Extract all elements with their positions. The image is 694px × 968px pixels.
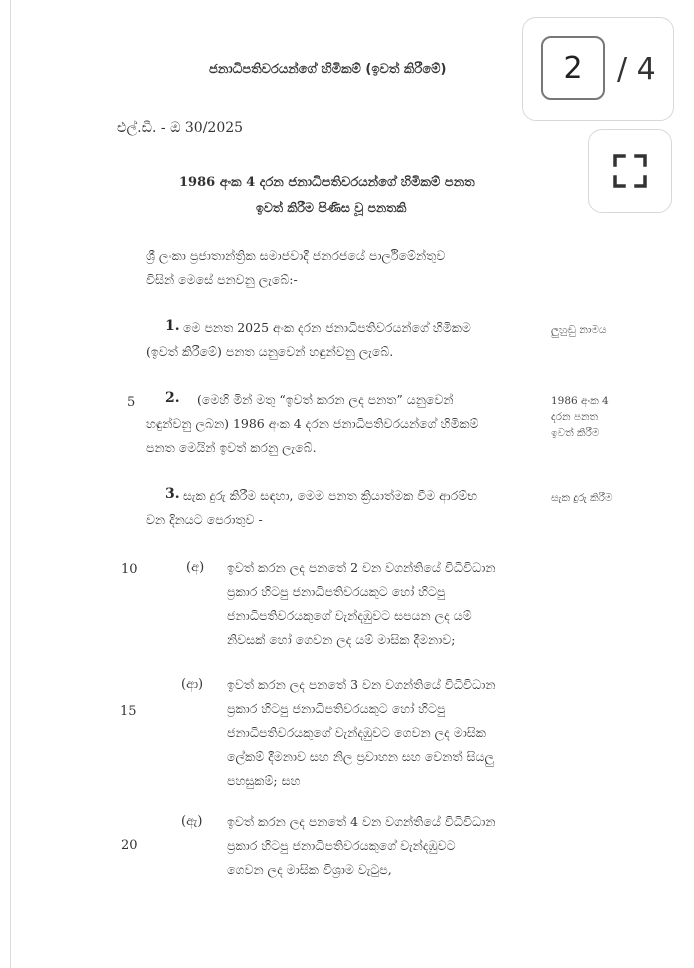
section-2-margin-note-1: 1986 අංක 4 (551, 395, 609, 407)
clause-ae-label: (ඇ) (181, 814, 203, 829)
page-indicator (522, 17, 674, 121)
clause-aa-line-4: ලේකම් දීමනාව සහ නිල ප්‍රවාහන සහ වෙනත් සියලු (227, 749, 494, 764)
section-2-line-3: පනත මෙයින් ඉවත් කරනු ලැබේ. (146, 440, 317, 455)
enacting-line-1: ශ්‍රී ලංකා ප්‍රජාතාන්ත්‍රික සමාජවාදී ජනරජයේ පාර්ලිමේන්තුව (146, 248, 446, 263)
section-3-line-1: සැක දුරු කිරීම සඳහා, මෙම පනත ක්‍රියාත්මක වීම ආරම්භ (183, 488, 478, 503)
clause-a-label: (අ) (186, 560, 205, 575)
clause-aa-line-3: ජනාධිපතිවරයකුගේ වැන්දඹුවට ගෙවන ලද මාසික (227, 725, 486, 740)
current-page-input[interactable]: 2 (541, 36, 605, 100)
line-number-20: 20 (121, 838, 138, 853)
section-1-line-1: මෙ පනත 2025 අංක දරන ජනාධිපතිවරයන්ගේ හිමිකම (183, 320, 471, 335)
total-pages-label: / 4 (617, 52, 656, 87)
section-1-line-2: (ඉවත් කිරීමේ) පනත යනුවෙන් හඳුන්වනු ලැබේ. (146, 344, 394, 359)
section-2-margin-note-3: ඉවත් කිරීම (551, 427, 600, 439)
subtitle-line-1: 1986 අංක 4 දරන ජනාධිපතිවරයන්ගේ හිමිකම් පනත (179, 175, 475, 190)
header-title: ජනාධිපතිවරයන්ගේ හිමිකම් (ඉවත් කිරීමේ) (209, 62, 447, 77)
subtitle-line-2: ඉවත් කිරීම පිණිස වූ පනතකි (256, 200, 407, 215)
clause-ae-line-3: ගෙවන ලද මාසික විශ්‍රාම වැටුප, (227, 862, 392, 877)
section-1-number: 1. (165, 318, 180, 334)
clause-aa-line-2: ප්‍රකාර හිටපු ජනාධිපතිවරයකුට හෝ හිටපු (227, 701, 446, 716)
line-number-15: 15 (120, 704, 137, 719)
fullscreen-icon (589, 130, 671, 212)
clause-a-line-2: ප්‍රකාර හිටපු ජනාධිපතිවරයකුට හෝ හිටපු (227, 584, 446, 599)
bill-reference: එල්.ඩී. - ඔ 30/2025 (117, 120, 244, 136)
clause-a-line-1: ඉවත් කරන ලද පනතේ 2 වන වගන්තියේ විධිවිධාන (227, 560, 496, 575)
line-number-5: 5 (127, 395, 136, 410)
clause-aa-label: (ආ) (181, 677, 204, 692)
section-2-line-1: (මෙහි මින් මතු “ඉවත් කරන ලද පනත” යනුවෙන් (197, 392, 454, 407)
section-2-line-2: හඳුන්වනු ලබන) 1986 අංක 4 දරන ජනාධිපතිවරයන්ගේ හිමිකම් (146, 416, 479, 431)
section-3-number: 3. (165, 486, 180, 502)
clause-ae-line-2: ප්‍රකාර හිටපු ජනාධිපතිවරයකුගේ වැන්දඹුවට (227, 838, 456, 853)
section-2-margin-note-2: දරන පනත (551, 411, 599, 423)
enacting-line-2: විසින් මෙසේ පනවනු ලැබේ:- (146, 272, 298, 287)
section-3-margin-note: සැක දුරු කිරීම (551, 492, 613, 504)
clause-a-line-3: ජනාධිපතිවරයකුගේ වැන්දඹුවට සපයන ලද යම් (227, 608, 472, 623)
section-3-line-2: වන දිනයට පෙරාතුව - (146, 512, 263, 527)
clause-aa-line-1: ඉවත් කරන ලද පනතේ 3 වන වගන්තියේ විධිවිධාන (227, 677, 496, 692)
section-1-margin-note: ලුහුඬු නාමය (551, 324, 607, 336)
section-2-number: 2. (165, 390, 180, 406)
fullscreen-button[interactable] (588, 129, 672, 213)
clause-aa-line-5: පහසුකම්; සහ (227, 773, 301, 788)
clause-ae-line-1: ඉවත් කරන ලද පනතේ 4 වන වගන්තියේ විධිවිධාන (227, 814, 496, 829)
line-number-10: 10 (121, 562, 138, 577)
clause-a-line-4: නිවසක් හෝ ගෙවන ලද යම් මාසික දීමනාව; (227, 632, 456, 647)
